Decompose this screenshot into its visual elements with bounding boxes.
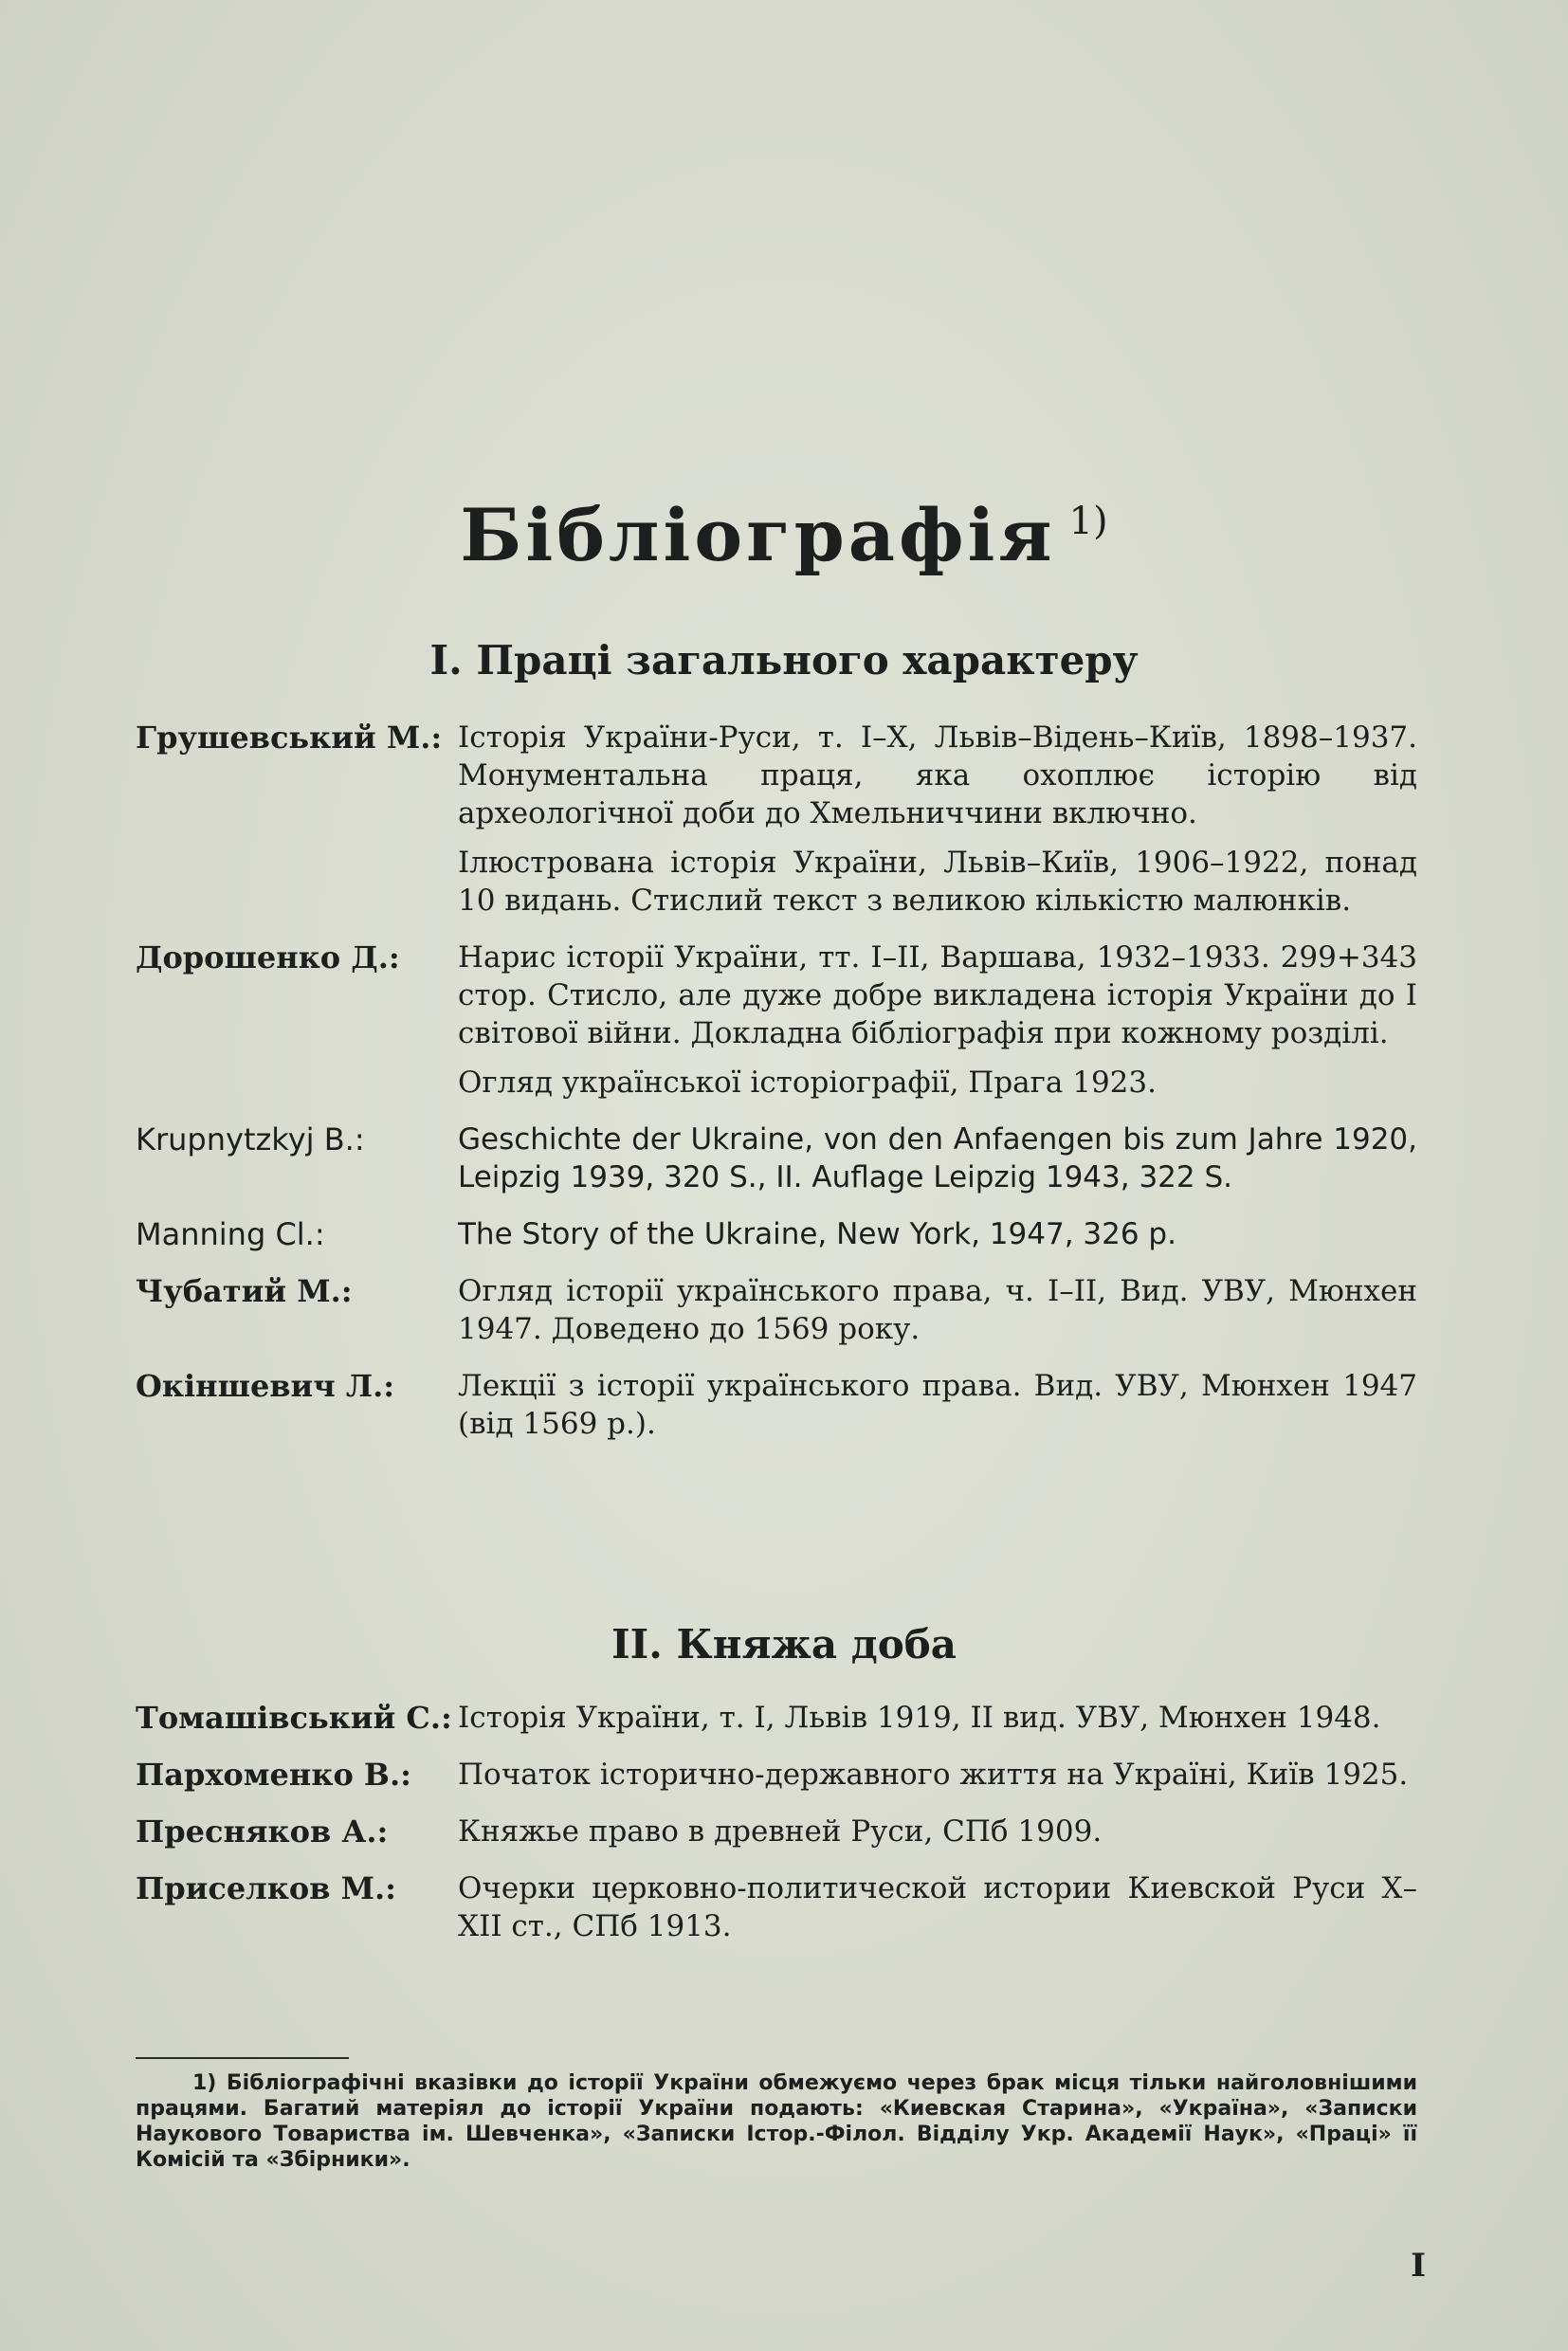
footnote-divider (136, 2057, 349, 2059)
entry-works (458, 719, 1417, 920)
title-footnote-mark: 1) (1068, 500, 1108, 543)
entry-author: Дорошенко Д.: (136, 939, 400, 975)
entry-work: Огляд історії українського права, ч. І–ІІ, Вид. УВУ, Мюнхен 1947. Доведено до 1569 року. (458, 1274, 1417, 1346)
entry-work: Огляд української історіографії, Прага 1923. (458, 1066, 1157, 1100)
entry-work: Княжье право в древней Руси, СПб 1909. (458, 1814, 1103, 1849)
entry-work: Ілюстрована історія України, Львів–Київ, 1906–1922, понад 10 видань. Стислий текст з великою кількістю малюнків. (458, 846, 1417, 918)
entry-work: Нарис історії України, тт. І–ІІ, Варшава, 1932–1933. 299+343 стор. Стисло, але дуже добре викладена історія України до І світової війни. Докладна бібліографія при кожному розділі. (458, 940, 1417, 1050)
entry-work: Лекції з історії українського права. Вид. УВУ, Мюнхен 1947 (від 1569 р.). (458, 1369, 1417, 1441)
entry-author: Окіншевич Л.: (136, 1368, 395, 1404)
page-title (0, 493, 1568, 577)
bibliography-entry (136, 1215, 1417, 1253)
entry-author: Грушевський М.: (136, 720, 443, 756)
section-heading-princely: ІІ. Княжа доба (611, 1621, 957, 1668)
entry-author: Чубатий М.: (136, 1273, 353, 1309)
bibliography-entry (136, 1272, 1417, 1348)
bibliography-entry (136, 1869, 1417, 1945)
bibliography-entry (136, 1367, 1417, 1443)
section-general-entries (136, 719, 1417, 1462)
footnote: 1) Бібліографічні вказівки до історії України обмежуємо через брак місця тільки найголовнішими працями. Багатий матеріял до історії України подають: «Киевская Старина», «Україна», «Записки Наукового Товариства ім. Шевченка», «Записки Істор.-Філол. Відділу Укр. Академії Наук», «Праці» її Комісій та «Збірники». (136, 2071, 1417, 2172)
entry-author: Пресняков А.: (136, 1813, 389, 1850)
entry-works (458, 1367, 1417, 1443)
bibliography-entry (136, 1121, 1417, 1196)
bibliography-entry (136, 1756, 1417, 1794)
entry-works (458, 939, 1417, 1102)
bibliography-entry (136, 1699, 1417, 1737)
entry-work: Очерки церковно-политической истории Киевской Руси Х–ХІІ ст., СПб 1913. (458, 1871, 1417, 1943)
title-text: Бібліографія (460, 493, 1056, 577)
entry-author: Приселков М.: (136, 1870, 396, 1906)
bibliography-entry (136, 719, 1417, 920)
bibliography-entry (136, 939, 1417, 1102)
entry-author: Пархоменко В.: (136, 1757, 411, 1793)
entry-works (458, 1699, 1417, 1737)
entry-works (458, 1869, 1417, 1945)
entry-works (458, 1121, 1417, 1196)
section-princely-entries (136, 1699, 1417, 1964)
entry-author: Krupnytzkyj B.: (136, 1121, 365, 1157)
bibliography-entry (136, 1813, 1417, 1850)
entry-works (458, 1813, 1417, 1850)
entry-works (458, 1756, 1417, 1794)
entry-work: Geschichte der Ukraine, von den Anfaengen bis zum Jahre 1920, Leipzig 1939, 320 S., II. Auflage Leipzig 1943, 322 S. (458, 1122, 1417, 1194)
page-number: I (1411, 2247, 1426, 2285)
entry-work: Історія України-Руси, т. І–Х, Львів–Відень–Київ, 1898–1937. Монументальна праця, яка охоплює історію від археологічної доби до Хмельниччини включно. (458, 720, 1417, 830)
entry-works (458, 1272, 1417, 1348)
entry-work: The Story of the Ukraine, New York, 1947, 326 p. (458, 1217, 1176, 1251)
entry-work: Початок історично-державного життя на Україні, Київ 1925. (458, 1758, 1409, 1792)
entry-author: Томашівський С.: (136, 1700, 452, 1736)
entry-works (458, 1215, 1417, 1253)
entry-author: Manning Cl.: (136, 1216, 325, 1252)
entry-work: Історія України, т. І, Львів 1919, ІІ вид. УВУ, Мюнхен 1948. (458, 1701, 1381, 1735)
section-heading-general: І. Праці загального характеру (429, 637, 1139, 683)
